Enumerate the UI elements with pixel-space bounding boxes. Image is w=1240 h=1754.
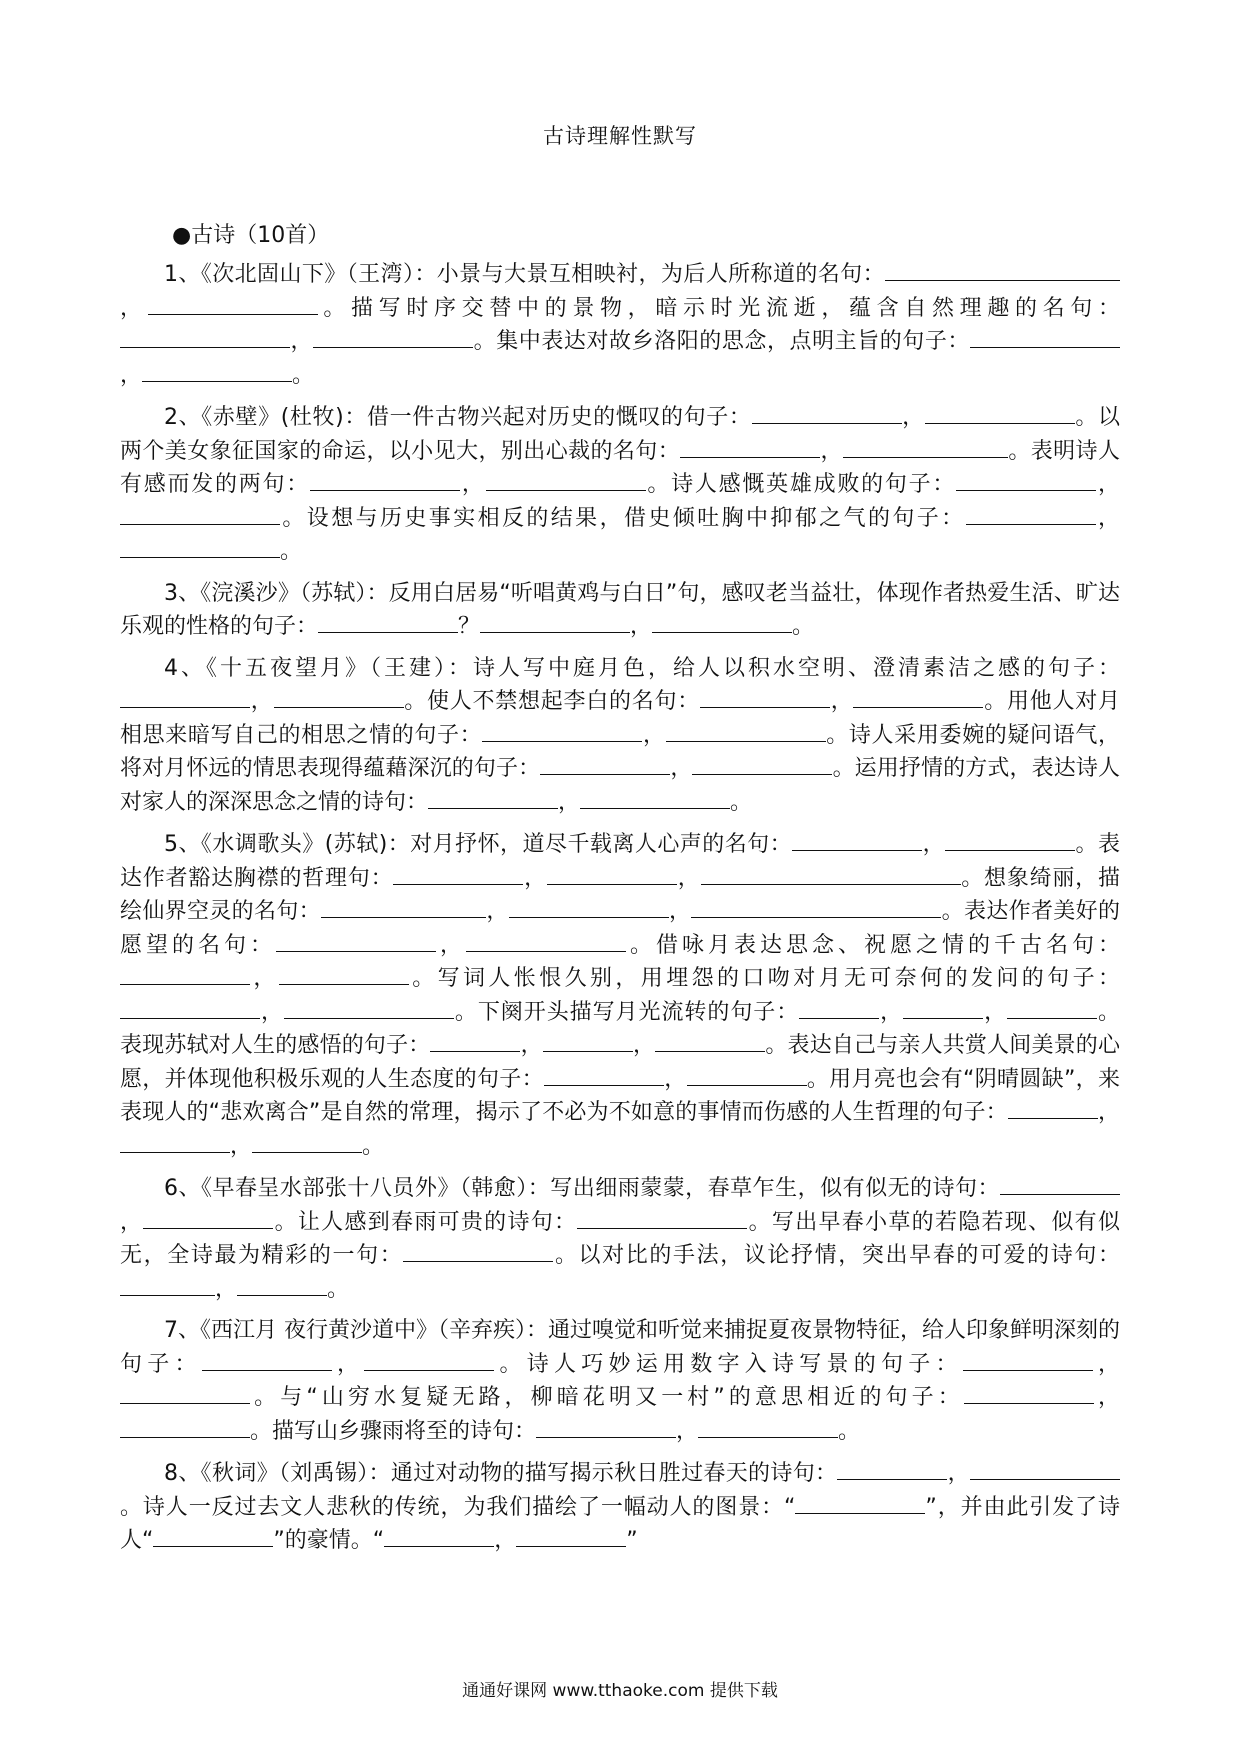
question-text: 。 [362,1133,385,1159]
answer-blank[interactable] [120,1130,230,1153]
page-footer: 通通好课网 www.tthaoke.com 提供下载 [462,1681,778,1701]
question-text: ， [230,1133,253,1159]
question-item [120,1457,1120,1558]
question-text: 4、《十五夜望月》（王建）：诗人写中庭月色，给人以积水空明、澄清素洁之感的句子： [164,655,1120,681]
question-text: ， [494,1528,517,1553]
answer-blank[interactable] [577,1206,747,1229]
answer-blank[interactable] [148,292,318,315]
answer-blank[interactable] [652,610,792,633]
question-text: 。表达自己与亲人共赏人间美景的心愿，并体现他积极乐观的人生态度的句子： [120,1033,1120,1092]
answer-blank[interactable] [853,685,983,708]
question-text: ， [983,999,1008,1025]
question-item [120,258,1120,392]
answer-blank[interactable] [237,1273,327,1296]
question-text: 。表明诗人有感而发的两句： [120,438,1120,497]
answer-blank[interactable] [313,325,473,348]
question-text: 6、《早春呈水部张十八员外》（韩愈）：写出细雨蒙蒙，春草乍生，似有似无的诗句： [164,1176,1000,1201]
question-text: 。借咏月表达思念、祝愿之情的千古名句： [626,932,1120,958]
answer-blank[interactable] [680,435,820,458]
question-text: ， [290,329,314,354]
answer-blank[interactable] [945,828,1075,851]
answer-blank[interactable] [384,1524,494,1547]
question-text: ， [668,899,692,924]
answer-blank[interactable] [120,1273,215,1296]
answer-blank[interactable] [284,996,454,1019]
question-text: 。以对比的手法，议论抒情，突出早春的可爱的诗句： [553,1243,1120,1268]
answer-blank[interactable] [393,862,523,885]
question-text: 。 [792,614,815,639]
answer-blank[interactable] [486,468,646,491]
answer-blank[interactable] [120,962,250,985]
question-text: 1、《次北固山下》（王湾）：小景与大景互相映衬，为后人所称道的名句： [164,262,885,287]
answer-blank[interactable] [536,1415,676,1438]
question-text: ， [642,722,666,748]
question-text: ， [523,865,547,891]
answer-blank[interactable] [1000,1172,1120,1195]
question-text: ， [676,865,701,891]
answer-blank[interactable] [120,325,290,348]
answer-blank[interactable] [1007,996,1097,1019]
answer-blank[interactable] [547,862,677,885]
answer-blank[interactable] [428,786,558,809]
question-text: 。 [838,1418,861,1444]
question-text: 。让人感到春雨可贵的诗句： [273,1209,578,1235]
answer-blank[interactable] [516,1524,626,1547]
question-text: ， [1093,1385,1120,1410]
answer-blank[interactable] [837,1457,947,1480]
answer-blank[interactable] [318,610,458,633]
question-item [120,1315,1120,1448]
question-text: ， [120,295,148,321]
answer-blank[interactable] [543,1029,633,1052]
answer-blank[interactable] [885,258,1120,281]
question-text: ”，并由此引发了诗人“ [120,1494,1120,1553]
question-text: 。 [280,539,303,564]
question-text: ， [820,438,843,464]
answer-blank[interactable] [142,359,292,382]
question-text: ， [630,614,653,639]
answer-blank[interactable] [795,1491,925,1514]
question-text: 。诗人感慨英雄成败的句子： [645,472,957,497]
question-text: ， [558,789,581,815]
answer-blank[interactable] [252,1130,362,1153]
question-text: 。用月亮也会有“阴晴圆缺”，来表现人的“悲欢离合”是自然的常理，揭示了不必为不如意的事情而伤感的人生哲理的句子： [120,1066,1120,1125]
question-item [120,828,1120,1163]
question-text: ， [632,1033,656,1058]
question-item [120,578,1120,644]
answer-blank[interactable] [482,719,642,742]
question-text: 。运用抒情的方式，表达诗人对家人的深深思念之情的诗句： [120,756,1120,815]
answer-blank[interactable] [666,719,826,742]
question-text: 7、《西江月 夜行黄沙道中》（辛弃疾）：通过嗅觉和听觉来捕捉夏夜景物特征，给人印象鲜明深刻的句子： [120,1318,1120,1377]
question-text: 。 [327,1276,350,1302]
question-text: 。与“山穷水复疑无路，柳暗花明又一村”的意思相近的句子： [250,1385,964,1410]
answer-blank[interactable] [274,685,404,708]
answer-blank[interactable] [364,1348,494,1371]
question-text: ， [1095,505,1120,531]
answer-blank[interactable] [964,1381,1094,1404]
answer-blank[interactable] [120,502,280,525]
answer-blank[interactable] [153,1524,273,1547]
answer-blank[interactable] [925,401,1075,424]
question-text: ， [485,899,509,924]
answer-blank[interactable] [321,895,486,918]
answer-blank[interactable] [792,828,922,851]
answer-blank[interactable] [687,1063,807,1086]
answer-blank[interactable] [403,1239,553,1262]
question-text: 。表达作者豁达胸襟的哲理句： [120,832,1120,891]
question-text: ， [922,832,946,857]
question-text: ， [215,1276,238,1302]
answer-blank[interactable] [966,502,1096,525]
question-text: ， [120,1209,144,1235]
question-text: ， [901,405,925,430]
answer-blank[interactable] [544,1063,664,1086]
question-list [120,258,1120,1567]
answer-blank[interactable] [956,468,1096,491]
answer-blank[interactable] [120,535,280,558]
answer-blank[interactable] [120,685,250,708]
question-text: ， [250,966,279,991]
question-text: ， [1097,1100,1120,1125]
question-text: 。表达作者美好的愿望的名句： [120,899,1120,958]
question-text: 。写词人怅恨久别，用埋怨的口吻对月无可奈何的发问的句子： [408,966,1120,991]
answer-blank[interactable] [466,929,626,952]
question-text: ， [1096,472,1120,497]
question-text: ” [626,1528,638,1553]
question-text: 3、《浣溪沙》（苏轼）：反用白居易“听唱黄鸡与白日”句，感叹老当益壮，体现作者热爱生活、旷达乐观的性格的句子： [120,580,1120,639]
question-text: ， [829,689,854,714]
answer-blank[interactable] [698,1415,838,1438]
question-text: 。诗人一反过去文人悲秋的传统，为我们描绘了一幅动人的图景：“ [120,1494,796,1520]
question-text: 。想象绮丽，描绘仙界空灵的名句： [120,865,1120,924]
answer-blank[interactable] [843,435,1008,458]
answer-blank[interactable] [430,1029,520,1052]
answer-blank[interactable] [970,1457,1120,1480]
answer-blank[interactable] [691,895,941,918]
answer-blank[interactable] [509,895,669,918]
answer-blank[interactable] [799,996,879,1019]
question-item [120,401,1120,569]
answer-blank[interactable] [701,862,961,885]
question-text: ， [436,932,466,958]
answer-blank[interactable] [480,610,630,633]
answer-blank[interactable] [279,962,409,985]
question-text: ”的豪情。“ [273,1528,385,1553]
question-text: 。用他人对月相思来暗写自己的相思之情的句子： [120,689,1120,748]
answer-blank[interactable] [143,1206,273,1229]
question-text: 。使人不禁想起李白的名句： [403,689,700,714]
question-text: ， [1092,1351,1120,1377]
question-text: ， [120,362,143,388]
answer-blank[interactable] [540,752,670,775]
question-text: 。设想与历史事实相反的结果，借史倾吐胸中抑郁之气的句子： [280,505,966,531]
page-title: 古诗理解性默写 [543,124,697,148]
answer-blank[interactable] [752,401,902,424]
question-text: 。 [292,362,315,388]
question-text: ， [460,472,486,497]
answer-blank[interactable] [970,325,1120,348]
answer-blank[interactable] [655,1029,765,1052]
answer-blank[interactable] [692,752,832,775]
answer-blank[interactable] [310,468,460,491]
answer-blank[interactable] [202,1348,332,1371]
answer-blank[interactable] [120,996,260,1019]
question-text: ， [670,756,693,781]
question-text: ， [947,1461,970,1486]
question-text: 。描写山乡骤雨将至的诗句： [250,1418,537,1444]
question-text: ， [520,1033,543,1058]
question-item [120,1172,1120,1306]
answer-blank[interactable] [276,929,436,952]
answer-blank[interactable] [120,1415,250,1438]
answer-blank[interactable] [120,1381,250,1404]
answer-blank[interactable] [700,685,830,708]
question-text: 。写出早春小草的若隐若现、似有似无，全诗最为精彩的一句： [120,1209,1120,1268]
question-text: 。表现苏轼对人生的感悟的句子： [120,999,1120,1058]
question-item [120,653,1120,820]
question-text: ， [260,999,284,1025]
answer-blank[interactable] [1008,1096,1098,1119]
question-text: 。 [730,789,753,815]
question-text: ， [676,1418,699,1444]
question-text: ， [663,1066,687,1092]
question-text: 。诗人采用委婉的疑问语气，将对月怀远的情思表现得蕴藉深沉的句子： [120,722,1120,781]
section-heading: ●古诗（10首） [172,223,330,248]
question-text: ， [250,689,274,714]
answer-blank[interactable] [963,1348,1093,1371]
question-text: 5、《水调歌头》(苏轼)：对月抒怀，道尽千载离人心声的名句： [164,832,793,857]
question-text: 。以两个美女象征国家的命运，以小见大，别出心裁的名句： [120,405,1120,464]
question-text: 。诗人巧妙运用数字入诗写景的句子： [494,1351,963,1377]
question-text: 。集中表达对故乡洛阳的思念，点明主旨的句子： [473,329,970,354]
answer-blank[interactable] [903,996,983,1019]
question-text: 8、《秋词》（刘禹锡）：通过对动物的描写揭示秋日胜过春天的诗句： [164,1461,838,1486]
question-text: 。下阕开头描写月光流转的句子： [453,999,800,1025]
question-text: ， [331,1351,365,1377]
question-text: 。描写时序交替中的景物，暗示时光流逝，蕴含自然理趣的名句： [317,295,1120,321]
question-text: 2、《赤壁》(杜牧)：借一件古物兴起对历史的慨叹的句子： [164,405,752,430]
answer-blank[interactable] [580,786,730,809]
question-text: ， [879,999,904,1025]
question-text: ？ [458,614,481,639]
